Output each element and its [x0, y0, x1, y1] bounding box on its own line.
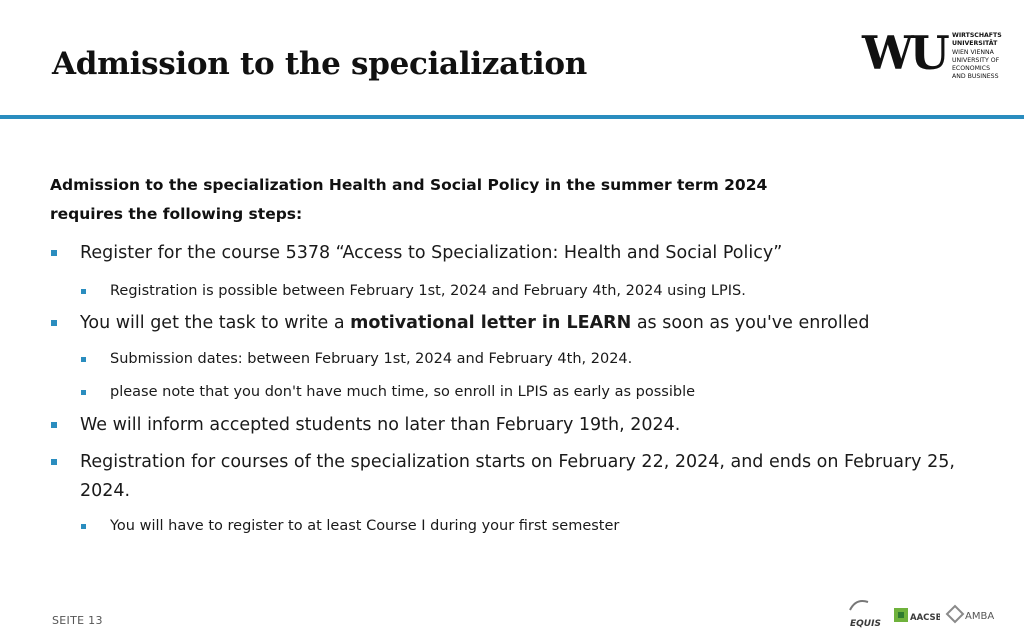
bullet-marker [81, 390, 86, 395]
amba-logo [944, 596, 1000, 630]
bullet-marker [51, 422, 57, 428]
slide-title: Admission to the specialization [52, 46, 588, 82]
subbullet-registration-window: Registration is possible between February 1st, 2024 and February 4th, 2024 using LPIS. [110, 281, 746, 301]
intro-text [50, 171, 950, 229]
header-divider [0, 115, 1024, 119]
bullet-marker [81, 524, 86, 529]
subbullet-course-one: You will have to register to at least Course I during your first semester [110, 516, 619, 536]
amba-icon [944, 596, 1000, 630]
bullet-inform-students: We will inform accepted students no later than February 19th, 2024. [80, 411, 680, 440]
bullet-register-course: Register for the course 5378 “Access to Specialization: Health and Social Policy” [80, 239, 782, 268]
wu-logo [862, 26, 1002, 104]
svg-text:EQUIS: EQUIS [850, 619, 881, 629]
subbullet-submission-dates: Submission dates: between February 1st, 2024 and February 4th, 2024. [110, 349, 632, 369]
equis-logo [846, 596, 888, 630]
wu-logo-mark: WU [862, 26, 946, 80]
bullet-marker [81, 289, 86, 294]
equis-icon [846, 596, 888, 630]
bullet-marker [81, 357, 86, 362]
bullet-motivational-letter: You will get the task to write a motivational letter in LEARN as soon as you've enrolled [80, 309, 869, 338]
bullet-course-registration: Registration for courses of the specialization starts on February 22, 2024, and ends on February 25, 2024. [80, 448, 980, 506]
subbullet-enroll-early: please note that you don't have much time, so enroll in LPIS as early as possible [110, 382, 695, 402]
bullet-marker [51, 320, 57, 326]
emphasis-motivational-letter: motivational letter in LEARN [350, 313, 632, 333]
aacsb-logo [892, 596, 940, 630]
bullet-marker [51, 459, 57, 465]
aacsb-icon [892, 596, 940, 630]
intro-line-1: Admission to the specialization Health and Social Policy in the summer term 2024 [50, 176, 768, 194]
bullet-marker [51, 250, 57, 256]
page-number: SEITE 13 [52, 614, 103, 627]
svg-text:AMBA: AMBA [965, 611, 995, 622]
intro-line-2: requires the following steps: [50, 205, 303, 223]
wu-logo-text: WIRTSCHAFTS UNIVERSITÄT WIEN VIENNA UNIVERSITY OF ECONOMICS AND BUSINESS [952, 32, 1002, 81]
svg-text:AACSB: AACSB [910, 613, 940, 623]
